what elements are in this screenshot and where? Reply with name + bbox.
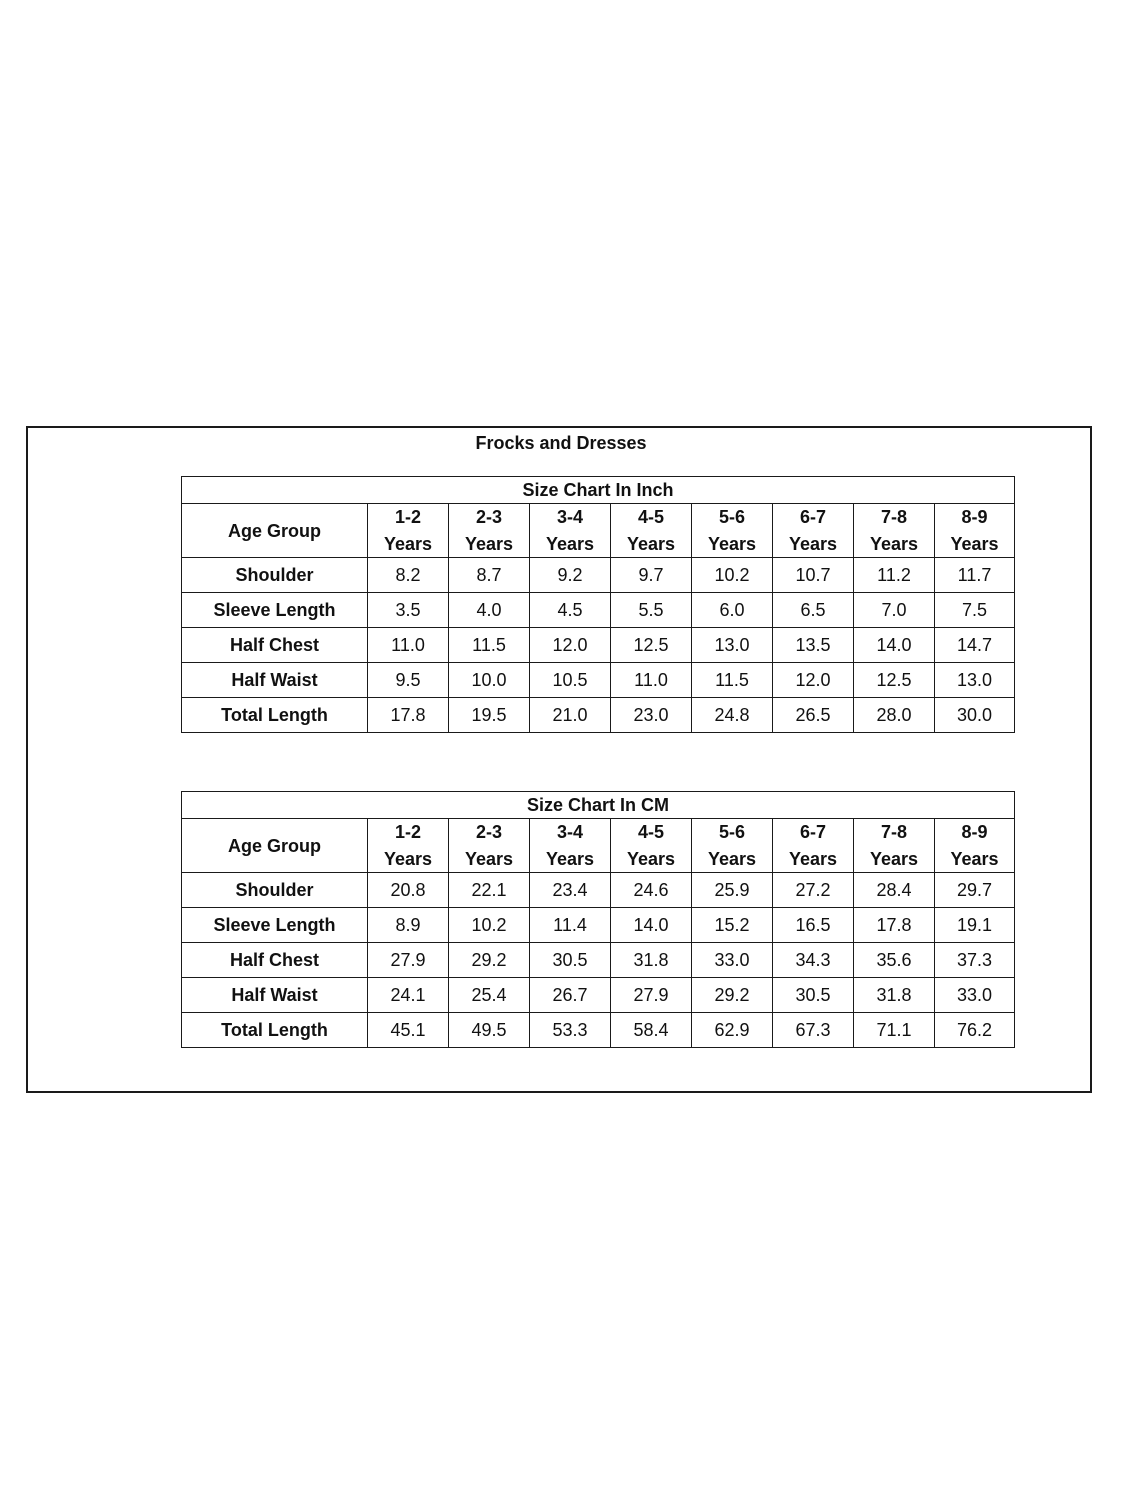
age-column-header xyxy=(611,504,692,558)
age-column-header xyxy=(368,504,449,558)
measurement-value: 29.7 xyxy=(935,873,1015,908)
measurement-value: 8.7 xyxy=(449,558,530,593)
measurement-value: 71.1 xyxy=(854,1013,935,1048)
age-range-label: 3-4 xyxy=(556,822,583,842)
measurement-value: 23.0 xyxy=(611,698,692,733)
table-caption: Size Chart In CM xyxy=(182,792,1015,819)
age-range-label: 4-5 xyxy=(637,822,664,842)
measurement-label: Half Chest xyxy=(182,943,368,978)
age-range-label: 7-8 xyxy=(880,822,907,842)
measurement-value: 22.1 xyxy=(449,873,530,908)
measurement-label: Total Length xyxy=(182,1013,368,1048)
table-row xyxy=(182,663,1015,698)
measurement-value: 14.0 xyxy=(611,908,692,943)
measurement-value: 27.9 xyxy=(368,943,449,978)
measurement-value: 14.0 xyxy=(854,628,935,663)
measurement-value: 29.2 xyxy=(692,978,773,1013)
age-column-header xyxy=(773,504,854,558)
measurement-value: 15.2 xyxy=(692,908,773,943)
measurement-value: 11.2 xyxy=(854,558,935,593)
measurement-value: 30.5 xyxy=(773,978,854,1013)
size-chart-frame xyxy=(26,426,1092,1093)
measurement-value: 7.5 xyxy=(935,593,1015,628)
measurement-value: 11.0 xyxy=(368,628,449,663)
measurement-label: Sleeve Length xyxy=(182,908,368,943)
measurement-value: 26.7 xyxy=(530,978,611,1013)
measurement-value: 49.5 xyxy=(449,1013,530,1048)
measurement-value: 11.5 xyxy=(692,663,773,698)
age-unit-label: Years xyxy=(707,849,757,869)
measurement-value: 25.9 xyxy=(692,873,773,908)
age-unit-label: Years xyxy=(869,534,919,554)
age-column-header xyxy=(368,819,449,873)
table-header-row xyxy=(182,819,1015,873)
age-unit-label: Years xyxy=(626,849,676,869)
measurement-value: 8.2 xyxy=(368,558,449,593)
age-unit-label: Years xyxy=(545,849,595,869)
measurement-value: 19.1 xyxy=(935,908,1015,943)
age-unit-label: Years xyxy=(950,534,999,554)
age-unit-label: Years xyxy=(464,534,514,554)
age-range-label: 8-9 xyxy=(961,822,988,842)
measurement-label: Shoulder xyxy=(182,558,368,593)
measurement-value: 67.3 xyxy=(773,1013,854,1048)
age-unit-label: Years xyxy=(464,849,514,869)
table-row xyxy=(182,908,1015,943)
age-unit-label: Years xyxy=(788,849,838,869)
measurement-value: 37.3 xyxy=(935,943,1015,978)
age-range-label: 1-2 xyxy=(394,507,421,527)
measurement-value: 5.5 xyxy=(611,593,692,628)
measurement-value: 30.0 xyxy=(935,698,1015,733)
age-unit-label: Years xyxy=(383,849,433,869)
measurement-value: 31.8 xyxy=(611,943,692,978)
age-range-label: 1-2 xyxy=(394,822,421,842)
age-range-label: 4-5 xyxy=(637,507,664,527)
measurement-value: 10.7 xyxy=(773,558,854,593)
measurement-value: 17.8 xyxy=(368,698,449,733)
page-title: Frocks and Dresses xyxy=(475,433,647,453)
measurement-value: 14.7 xyxy=(935,628,1015,663)
age-column-header xyxy=(692,504,773,558)
measurement-value: 24.6 xyxy=(611,873,692,908)
age-column-header xyxy=(530,819,611,873)
measurement-value: 6.5 xyxy=(773,593,854,628)
table-row xyxy=(182,873,1015,908)
measurement-value: 3.5 xyxy=(368,593,449,628)
measurement-value: 13.5 xyxy=(773,628,854,663)
age-column-header xyxy=(854,504,935,558)
measurement-value: 17.8 xyxy=(854,908,935,943)
age-unit-label: Years xyxy=(383,534,433,554)
measurement-value: 13.0 xyxy=(935,663,1015,698)
age-unit-label: Years xyxy=(950,849,999,869)
measurement-value: 30.5 xyxy=(530,943,611,978)
measurement-value: 7.0 xyxy=(854,593,935,628)
age-unit-label: Years xyxy=(869,849,919,869)
size-chart-inch-table xyxy=(181,476,1015,733)
measurement-value: 62.9 xyxy=(692,1013,773,1048)
measurement-value: 53.3 xyxy=(530,1013,611,1048)
measurement-value: 33.0 xyxy=(935,978,1015,1013)
age-column-header xyxy=(692,819,773,873)
measurement-label: Total Length xyxy=(182,698,368,733)
measurement-value: 9.7 xyxy=(611,558,692,593)
measurement-value: 8.9 xyxy=(368,908,449,943)
measurement-value: 11.5 xyxy=(449,628,530,663)
measurement-value: 25.4 xyxy=(449,978,530,1013)
table-row xyxy=(182,558,1015,593)
measurement-value: 24.1 xyxy=(368,978,449,1013)
measurement-value: 12.5 xyxy=(854,663,935,698)
measurement-value: 58.4 xyxy=(611,1013,692,1048)
measurement-value: 27.9 xyxy=(611,978,692,1013)
measurement-value: 13.0 xyxy=(692,628,773,663)
measurement-value: 4.5 xyxy=(530,593,611,628)
measurement-value: 28.4 xyxy=(854,873,935,908)
age-unit-label: Years xyxy=(626,534,676,554)
age-column-header xyxy=(449,819,530,873)
table-row xyxy=(182,698,1015,733)
measurement-value: 12.0 xyxy=(530,628,611,663)
measurement-value: 34.3 xyxy=(773,943,854,978)
measurement-label: Shoulder xyxy=(182,873,368,908)
age-group-header: Age Group xyxy=(182,504,368,558)
age-range-label: 6-7 xyxy=(799,507,826,527)
measurement-value: 21.0 xyxy=(530,698,611,733)
age-column-header xyxy=(611,819,692,873)
age-range-label: 5-6 xyxy=(718,822,745,842)
measurement-value: 4.0 xyxy=(449,593,530,628)
age-group-header: Age Group xyxy=(182,819,368,873)
measurement-value: 76.2 xyxy=(935,1013,1015,1048)
measurement-value: 33.0 xyxy=(692,943,773,978)
age-unit-label: Years xyxy=(707,534,757,554)
measurement-label: Half Chest xyxy=(182,628,368,663)
table-header-row xyxy=(182,504,1015,558)
measurement-value: 9.2 xyxy=(530,558,611,593)
measurement-value: 29.2 xyxy=(449,943,530,978)
measurement-value: 28.0 xyxy=(854,698,935,733)
table-row xyxy=(182,978,1015,1013)
age-unit-label: Years xyxy=(788,534,838,554)
measurement-value: 10.0 xyxy=(449,663,530,698)
measurement-value: 45.1 xyxy=(368,1013,449,1048)
age-range-label: 2-3 xyxy=(475,822,502,842)
table-caption: Size Chart In Inch xyxy=(182,477,1015,504)
measurement-value: 12.0 xyxy=(773,663,854,698)
size-chart-cm-table xyxy=(181,791,1015,1048)
measurement-value: 24.8 xyxy=(692,698,773,733)
age-range-label: 7-8 xyxy=(880,507,907,527)
age-column-header xyxy=(530,504,611,558)
measurement-value: 19.5 xyxy=(449,698,530,733)
measurement-value: 10.5 xyxy=(530,663,611,698)
age-range-label: 2-3 xyxy=(475,507,502,527)
table-row xyxy=(182,943,1015,978)
measurement-value: 11.7 xyxy=(935,558,1015,593)
measurement-label: Half Waist xyxy=(182,978,368,1013)
measurement-value: 35.6 xyxy=(854,943,935,978)
measurement-value: 12.5 xyxy=(611,628,692,663)
measurement-value: 31.8 xyxy=(854,978,935,1013)
measurement-value: 20.8 xyxy=(368,873,449,908)
measurement-label: Half Waist xyxy=(182,663,368,698)
measurement-label: Sleeve Length xyxy=(182,593,368,628)
age-range-label: 3-4 xyxy=(556,507,583,527)
measurement-value: 26.5 xyxy=(773,698,854,733)
age-column-header xyxy=(935,504,1015,558)
measurement-value: 10.2 xyxy=(449,908,530,943)
measurement-value: 9.5 xyxy=(368,663,449,698)
measurement-value: 23.4 xyxy=(530,873,611,908)
table-row xyxy=(182,628,1015,663)
age-range-label: 5-6 xyxy=(718,507,745,527)
measurement-value: 27.2 xyxy=(773,873,854,908)
age-range-label: 8-9 xyxy=(961,507,988,527)
measurement-value: 6.0 xyxy=(692,593,773,628)
table-row xyxy=(182,1013,1015,1048)
table-row xyxy=(182,593,1015,628)
measurement-value: 10.2 xyxy=(692,558,773,593)
age-column-header xyxy=(449,504,530,558)
age-unit-label: Years xyxy=(545,534,595,554)
age-column-header xyxy=(773,819,854,873)
age-range-label: 6-7 xyxy=(799,822,826,842)
measurement-value: 11.4 xyxy=(530,908,611,943)
measurement-value: 11.0 xyxy=(611,663,692,698)
measurement-value: 16.5 xyxy=(773,908,854,943)
age-column-header xyxy=(854,819,935,873)
age-column-header xyxy=(935,819,1015,873)
